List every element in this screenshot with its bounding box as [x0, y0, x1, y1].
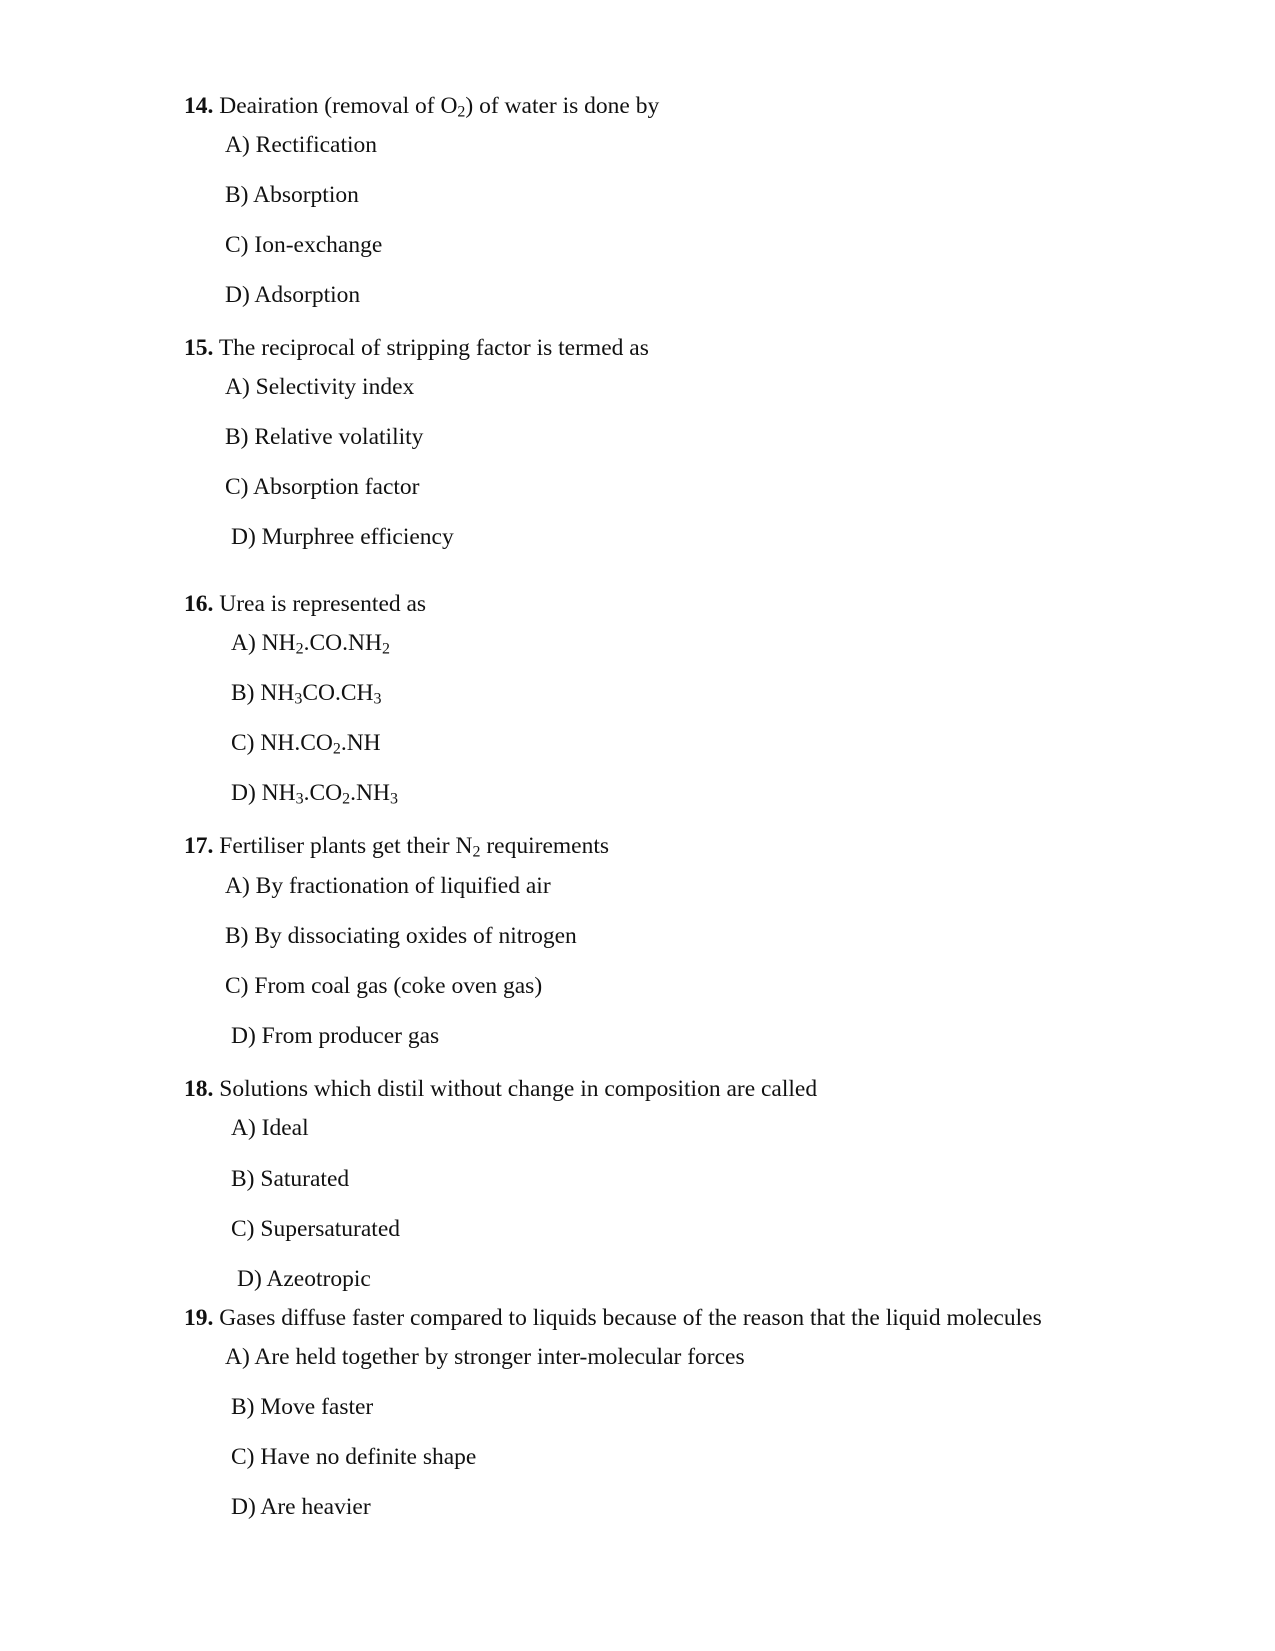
option-letter: C): [231, 730, 255, 756]
option-text: $NH_3CO.CH_3$: [260, 680, 382, 708]
option-letter: C): [231, 1444, 255, 1470]
question-number: 16.: [184, 591, 214, 617]
subscript: 3: [294, 690, 303, 708]
option-text: Azeotropic: [266, 1266, 371, 1292]
question-number: 18.: [184, 1076, 214, 1102]
option-17-a: [225, 872, 551, 900]
option-letter: C): [225, 232, 249, 258]
option-text: Rectification: [255, 132, 378, 158]
option-letter: C): [231, 1216, 255, 1242]
option-letter: C): [225, 474, 249, 500]
option-text: Have no definite shape: [260, 1444, 477, 1470]
option-16-d: [231, 779, 398, 807]
option-16-b: [231, 679, 381, 707]
question-text: Solutions which distil without change in composition are called: [219, 1076, 818, 1102]
option-letter: B): [225, 424, 249, 450]
option-letter: A): [225, 1344, 250, 1370]
option-text: Are held together by stronger inter-molecular forces: [254, 1344, 745, 1370]
option-18-b: [231, 1165, 349, 1193]
option-text: By dissociating oxides of nitrogen: [254, 923, 577, 949]
subscript: 2: [342, 790, 351, 808]
question-16-stem: [184, 590, 426, 618]
option-15-b: [225, 423, 423, 451]
subscript: 2: [457, 103, 466, 121]
option-19-b: [231, 1393, 373, 1421]
option-text: Are heavier: [260, 1494, 371, 1520]
option-16-a: [231, 629, 390, 657]
option-text: From producer gas: [261, 1023, 440, 1049]
option-15-a: [225, 373, 414, 401]
option-letter: D): [231, 780, 256, 806]
option-18-a: [231, 1114, 309, 1142]
option-letter: B): [231, 680, 255, 706]
subscript: 2: [332, 740, 341, 758]
option-text: Supersaturated: [260, 1216, 401, 1242]
option-letter: C): [225, 973, 249, 999]
option-text: Absorption factor: [253, 474, 420, 500]
subscript: 3: [295, 790, 304, 808]
question-text: Deairation (removal of $O_2$) of water is done by: [219, 93, 660, 121]
question-15-stem: [184, 334, 649, 362]
option-14-b: [225, 181, 359, 209]
option-letter: B): [231, 1166, 255, 1192]
option-17-b: [225, 922, 577, 950]
option-letter: D): [225, 282, 250, 308]
option-text: $NH_2.CO.NH_2$: [261, 630, 390, 658]
option-text: Move faster: [260, 1394, 374, 1420]
option-17-c: [225, 972, 542, 1000]
option-text: Adsorption: [254, 282, 361, 308]
option-text: $NH_3.CO_2.NH_3$: [261, 780, 398, 808]
option-letter: A): [225, 873, 250, 899]
option-letter: A): [231, 1115, 256, 1141]
option-17-d: [231, 1022, 439, 1050]
option-15-c: [225, 473, 420, 501]
question-text: Urea is represented as: [219, 591, 427, 617]
option-letter: A): [231, 630, 256, 656]
question-text: Gases diffuse faster compared to liquids because of the reason that the liquid molecules: [219, 1305, 1042, 1331]
option-letter: A): [225, 132, 250, 158]
option-letter: D): [237, 1266, 262, 1292]
option-letter: D): [231, 524, 256, 550]
option-text: $NH.CO_2.NH$: [260, 730, 381, 758]
option-letter: B): [225, 923, 249, 949]
option-18-d: [237, 1265, 371, 1293]
option-16-c: [231, 729, 381, 757]
question-18-stem: [184, 1075, 817, 1103]
option-letter: D): [231, 1023, 256, 1049]
option-text: Ideal: [261, 1115, 309, 1141]
option-15-d: [231, 523, 454, 551]
option-text: Ion-exchange: [254, 232, 383, 258]
option-text: By fractionation of liquified air: [255, 873, 551, 899]
option-letter: B): [231, 1394, 255, 1420]
option-text: Absorption: [253, 182, 359, 208]
option-letter: D): [231, 1494, 256, 1520]
question-17-stem: [184, 832, 609, 860]
option-14-a: [225, 131, 377, 159]
option-19-c: [231, 1443, 476, 1471]
question-text: The reciprocal of stripping factor is termed as: [218, 335, 649, 361]
subscript: 2: [295, 640, 304, 658]
subscript: 3: [373, 690, 382, 708]
question-14-stem: [184, 92, 659, 120]
question-number: 14.: [184, 93, 214, 119]
subscript: 2: [472, 843, 481, 861]
question-number: 17.: [184, 833, 214, 859]
option-14-d: [225, 281, 360, 309]
option-19-a: [225, 1343, 745, 1371]
option-text: Relative volatility: [254, 424, 424, 450]
subscript: 3: [389, 790, 398, 808]
question-19-stem: [184, 1304, 1042, 1332]
option-text: Selectivity index: [255, 374, 415, 400]
subscript: 2: [381, 640, 390, 658]
option-letter: B): [225, 182, 249, 208]
option-19-d: [231, 1493, 371, 1521]
question-number: 15.: [184, 335, 214, 361]
option-18-c: [231, 1215, 400, 1243]
option-14-c: [225, 231, 382, 259]
question-number: 19.: [184, 1305, 214, 1331]
option-text: Murphree efficiency: [261, 524, 454, 550]
option-text: Saturated: [260, 1166, 350, 1192]
question-text: Fertiliser plants get their $N_2$ requirements: [219, 833, 610, 861]
option-text: From coal gas (coke oven gas): [254, 973, 543, 999]
option-letter: A): [225, 374, 250, 400]
